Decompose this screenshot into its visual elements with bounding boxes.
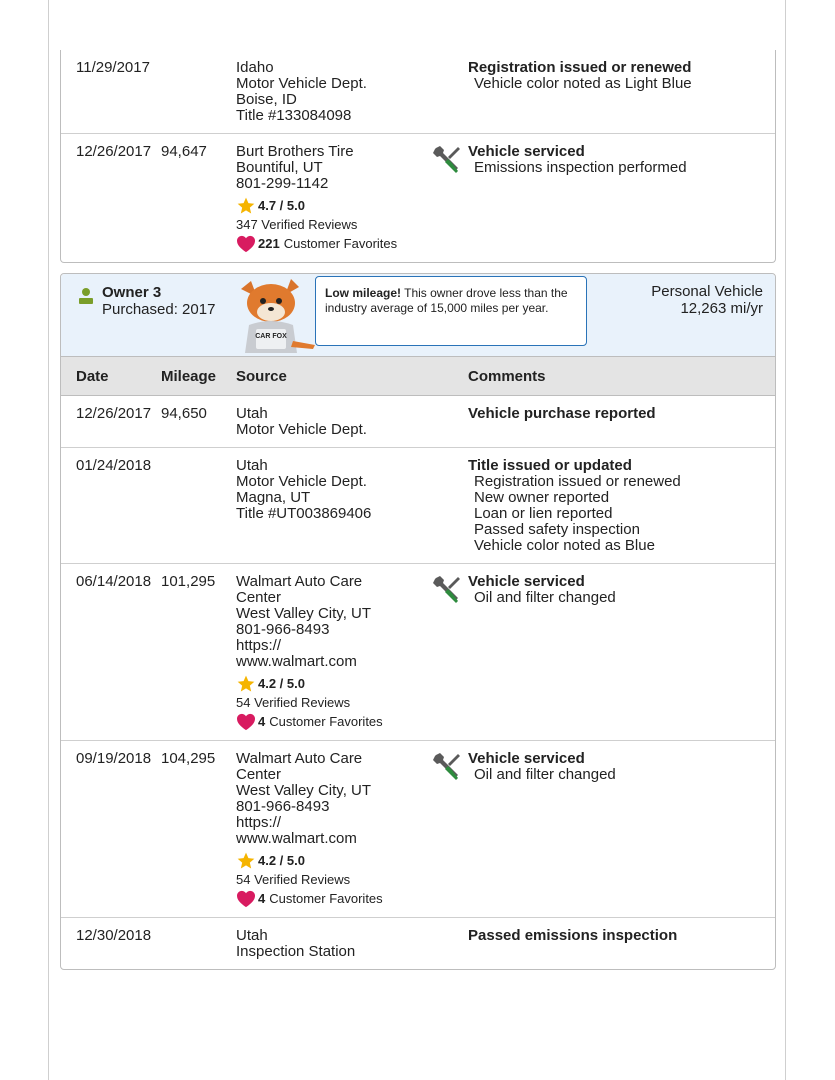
row-mileage: 94,650 [161,405,207,422]
source-line: West Valley City, UT [236,605,372,622]
comment-title: Passed emissions inspection [468,927,678,944]
source-line: Title #133084098 [236,107,352,124]
verified-reviews-link[interactable]: 347 Verified Reviews [236,217,358,232]
source-line: Inspection Station [236,943,356,960]
favorites-count: 221 [258,236,280,251]
verified-reviews-link[interactable]: 54 Verified Reviews [236,695,351,710]
vehicle-use-type: Personal Vehicle [651,283,763,300]
owner-summary-bar [61,274,775,357]
source-line: Utah [236,405,268,422]
star-icon [236,674,256,694]
source-line: https:// [236,814,282,831]
row-date: 12/26/2017 [76,405,152,422]
comment-line: Oil and filter changed [474,766,616,783]
owner-purchased: Purchased: 2017 [102,301,216,318]
favorites-label: Customer Favorites [283,236,398,251]
owner-label: Owner 3 [102,284,162,301]
row-date: 06/14/2018 [76,573,152,590]
source-line: Utah [236,927,268,944]
source-line: Motor Vehicle Dept. [236,473,367,490]
source-line: www.walmart.com [236,653,357,670]
source-line: Idaho [236,59,274,76]
header-date: Date [76,368,109,385]
table-row [61,396,775,448]
tip-bold: Low mileage! [325,286,402,300]
rating [236,674,426,694]
favorites-label: Customer Favorites [269,891,383,906]
heart-icon [236,235,256,253]
comment-title: Title issued or updated [468,457,632,474]
verified-reviews-link[interactable]: 54 Verified Reviews [236,872,351,887]
comment-line: Oil and filter changed [474,589,616,606]
wrench-screwdriver-icon [432,751,462,781]
customer-favorites [236,890,426,908]
header-comments: Comments [468,368,546,385]
source-line: https:// [236,637,282,654]
source-line: Walmart Auto Care [236,573,363,590]
person-icon [79,287,93,305]
row-source [236,574,426,731]
source-line: 801-966-8493 [236,798,330,815]
comment-line: Passed safety inspection [474,521,640,538]
source-line: West Valley City, UT [236,782,372,799]
source-line: Center [236,589,282,606]
source-line: Center [236,766,282,783]
table-row [61,50,775,134]
star-icon [236,851,256,871]
comment-line: Emissions inspection performed [474,159,687,176]
row-source [236,751,426,908]
comment-line: Vehicle color noted as Blue [474,537,655,554]
row-date: 12/26/2017 [76,143,152,160]
table-header [61,357,775,396]
comment-line: New owner reported [474,489,610,506]
history-rows [61,396,775,969]
row-comments [468,928,775,960]
table-row [61,564,775,741]
row-mileage: 101,295 [161,573,216,590]
row-comments [468,144,775,253]
source-line: Title #UT003869406 [236,505,372,522]
owner-vehicle-type [651,283,763,317]
row-source [236,406,426,438]
low-mileage-tooltip [315,276,587,346]
row-date: 01/24/2018 [76,457,152,474]
history-section [60,50,776,970]
row-comments [468,574,775,731]
table-row [61,918,775,969]
table-row [61,448,775,564]
favorites-count: 4 [258,891,266,906]
rating-value: 4.2 / 5.0 [258,853,305,868]
page-border-left [48,0,49,1080]
row-mileage [161,458,236,554]
source-line: Utah [236,457,268,474]
source-line: Magna, UT [236,489,311,506]
row-mileage [161,928,236,960]
row-source [236,60,426,124]
comment-line: Loan or lien reported [474,505,613,522]
customer-favorites [236,713,426,731]
source-line: Burt Brothers Tire [236,143,354,160]
source-line: Boise, ID [236,91,297,108]
row-comments [468,406,775,438]
fox-shirt-text: CAR FOX [255,333,287,340]
page-border-right [785,0,786,1080]
row-date: 11/29/2017 [76,59,150,76]
row-mileage: 94,647 [161,143,207,160]
row-mileage [161,60,236,124]
tip-text: This owner drove less than the industry average of 15,000 miles per year. [325,286,568,315]
owner-2-history-table [60,50,776,263]
source-line: 801-966-8493 [236,621,330,638]
wrench-screwdriver-icon [432,144,462,174]
source-line: Motor Vehicle Dept. [236,75,367,92]
favorites-count: 4 [258,714,266,729]
carfox-mascot-icon [229,279,319,353]
row-comments [468,60,775,124]
customer-favorites [236,235,426,253]
header-mileage: Mileage [161,368,217,385]
heart-icon [236,890,256,908]
annual-mileage: 12,263 mi/yr [680,300,763,317]
row-source [236,144,426,253]
comment-title: Vehicle purchase reported [468,405,656,422]
row-source [236,458,426,554]
source-line: www.walmart.com [236,830,357,847]
table-row [61,134,775,262]
table-row [61,741,775,918]
heart-icon [236,713,256,731]
source-line: Bountiful, UT [236,159,323,176]
row-comments [468,751,775,908]
star-icon [236,196,256,216]
row-mileage: 104,295 [161,750,216,767]
header-source: Source [236,368,287,385]
row-comments [468,458,775,554]
comment-title: Vehicle serviced [468,573,585,590]
row-date: 09/19/2018 [76,750,152,767]
comment-title: Vehicle serviced [468,143,585,160]
owner-3-history-table [60,273,776,970]
favorites-label: Customer Favorites [269,714,383,729]
rating [236,851,426,871]
source-line: Walmart Auto Care [236,750,363,767]
wrench-screwdriver-icon [432,574,462,604]
source-line: Motor Vehicle Dept. [236,421,367,438]
rating-value: 4.2 / 5.0 [258,676,305,691]
comment-title: Vehicle serviced [468,750,585,767]
row-date: 12/30/2018 [76,927,152,944]
rating-value: 4.7 / 5.0 [258,198,305,213]
row-source [236,928,426,960]
comment-line: Vehicle color noted as Light Blue [474,75,692,92]
comment-title: Registration issued or renewed [468,59,692,76]
source-line: 801-299-1142 [236,175,329,192]
rating [236,196,426,216]
comment-line: Registration issued or renewed [474,473,681,490]
